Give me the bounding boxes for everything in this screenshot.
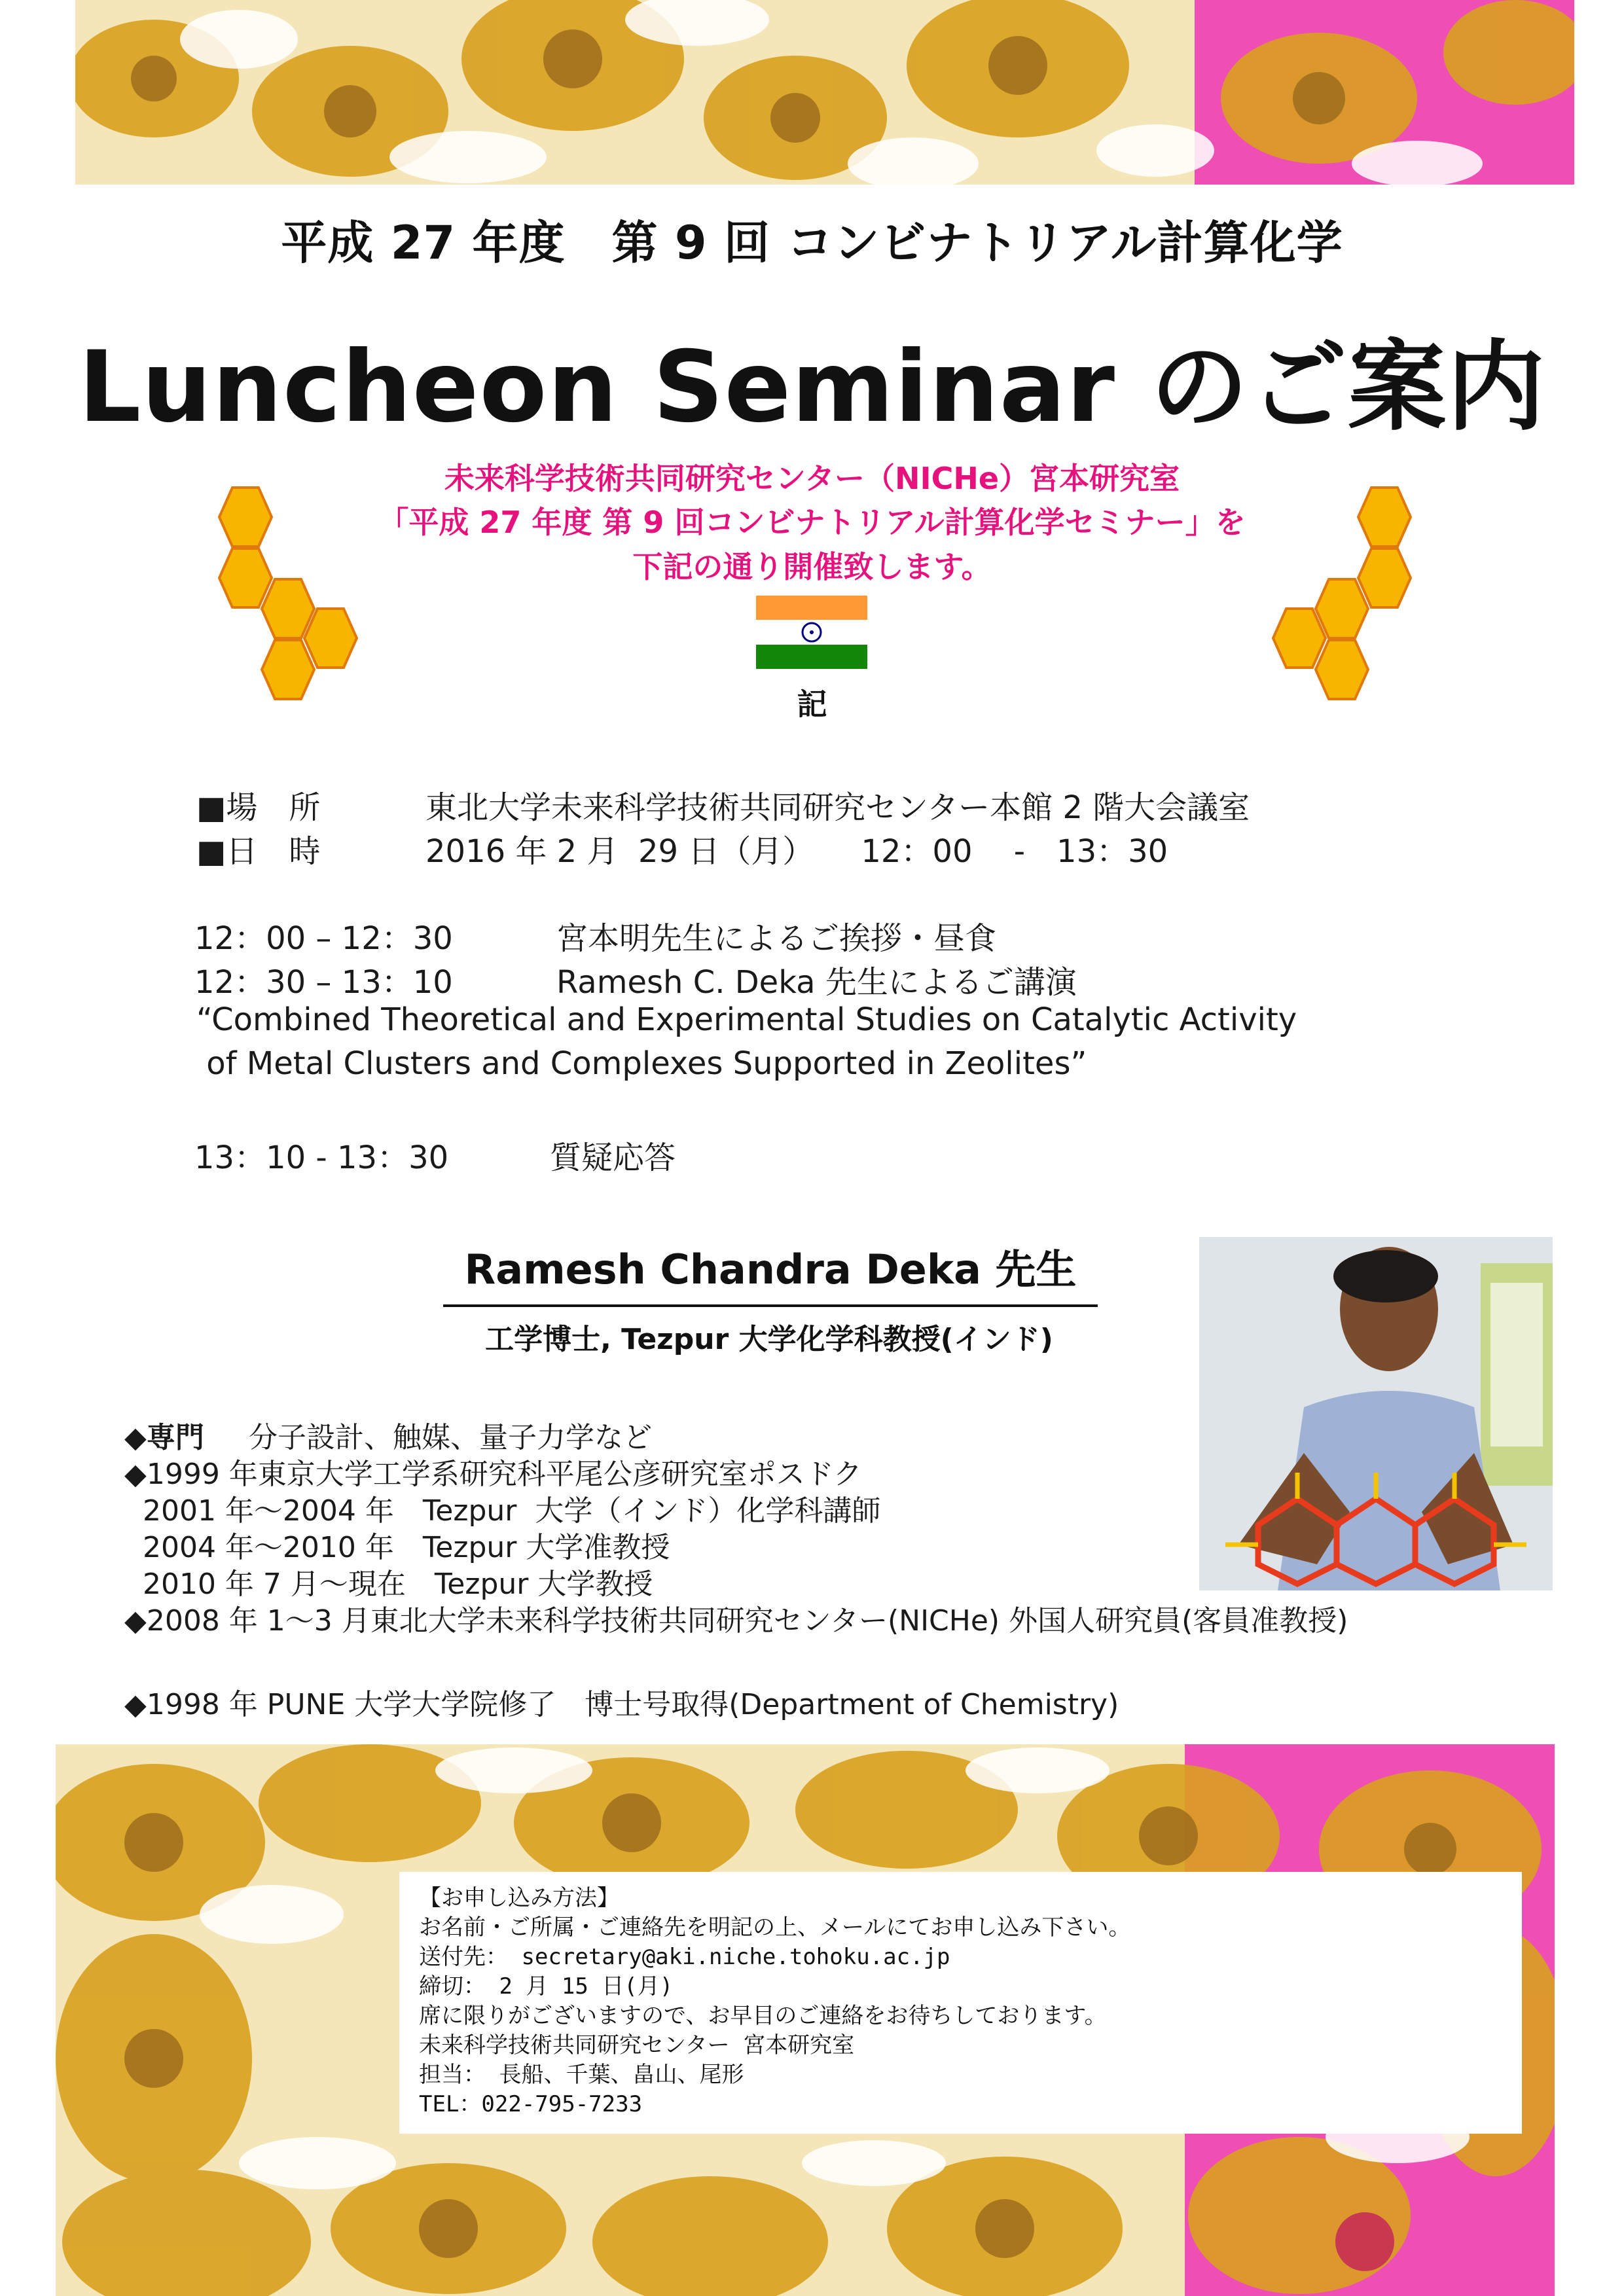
application-phone: TEL：022-795-7233 [419, 2091, 643, 2117]
date-value: 2016 年 2 月 29 日（月） 12：00 - 13：30 [425, 833, 1168, 870]
career-line-1: ◆1999 年東京大学工学系研究科平尾公彦研究室ポスドク [124, 1458, 862, 1491]
specialty-value: 分子設計、触媒、量子力学など [249, 1421, 652, 1454]
career-line-4: 2010 年 7 月～現在 Tezpur 大学教授 [124, 1568, 653, 1601]
honeycomb-left-icon [196, 484, 393, 707]
venue-label: ■場 所 [196, 789, 321, 826]
application-heading: 【お申し込み方法】 [419, 1885, 619, 1911]
application-contacts: 担当： 長船、千葉、畠山、尾形 [419, 2062, 744, 2088]
schedule-time-1: 12：00 – 12：30 [194, 920, 453, 957]
application-instructions: お名前・ご所属・ご連絡先を明記の上、メールにてお申し込み下さい。 [419, 1914, 1131, 1941]
schedule-item-2: Ramesh C. Deka 先生によるご講演 [556, 964, 1077, 1001]
intro-line-2: 「平成 27 年度 第 9 回コンビナトリアル計算化学セミナー」を [378, 505, 1246, 540]
application-lab: 未来科学技術共同研究センター 宮本研究室 [419, 2032, 855, 2058]
ki-heading: 記 [797, 687, 827, 722]
intro-line-3: 下記の通り開催致します。 [632, 549, 992, 584]
top-paisley-band [75, 0, 1574, 185]
application-info-box [399, 1872, 1522, 2134]
event-subtitle: 平成 27 年度 第 9 回 コンビナトリアル計算化学 [281, 216, 1343, 270]
schedule-item-1: 宮本明先生によるご挨拶・昼食 [556, 920, 997, 957]
venue-value: 東北大学未来科学技術共同研究センター本館 2 階大会議室 [425, 789, 1250, 826]
speaker-photo [1199, 1237, 1553, 1590]
intro-line-1: 未来科学技術共同研究センター（NICHe）宮本研究室 [444, 461, 1180, 496]
application-note: 席に限りがございますので、お早目のご連絡をお待ちしております。 [419, 2003, 1107, 2029]
career-line-2: 2001 年～2004 年 Tezpur 大学（インド）化学科講師 [124, 1494, 881, 1528]
honeycomb-right-icon [1237, 484, 1434, 707]
schedule-time-2: 12：30 – 13：10 [194, 964, 453, 1001]
application-email: 送付先： secretary@aki.niche.tohoku.ac.jp [419, 1944, 950, 1970]
speaker-name: Ramesh Chandra Deka 先生 [443, 1237, 1098, 1307]
qa-time: 13：10 - 13：30 [194, 1139, 449, 1176]
india-flag-icon [756, 596, 867, 669]
date-label: ■日 時 [196, 833, 321, 870]
career-line-3: 2004 年～2010 年 Tezpur 大学准教授 [124, 1531, 670, 1564]
application-deadline: 締切： 2 月 15 日(月) [419, 1973, 674, 2000]
lecture-title-line-1: “Combined Theoretical and Experimental Studies on Catalytic Activity [196, 1001, 1297, 1038]
phd-line: ◆1998 年 PUNE 大学大学院修了 博士号取得(Department of Chemistry) [124, 1688, 1119, 1721]
page-title: Luncheon Seminar のご案内 [78, 331, 1546, 444]
specialty-label: ◆専門 [124, 1421, 204, 1454]
career-line-5: ◆2008 年 1～3 月東北大学未来科学技術共同研究センター(NICHe) 外国人研究員(客員准教授) [124, 1604, 1348, 1638]
qa-item: 質疑応答 [550, 1139, 676, 1176]
lecture-title-line-2: of Metal Clusters and Complexes Supported in Zeolites” [196, 1045, 1087, 1082]
speaker-title: 工学博士, Tezpur 大学化学科教授(インド) [485, 1323, 1053, 1356]
